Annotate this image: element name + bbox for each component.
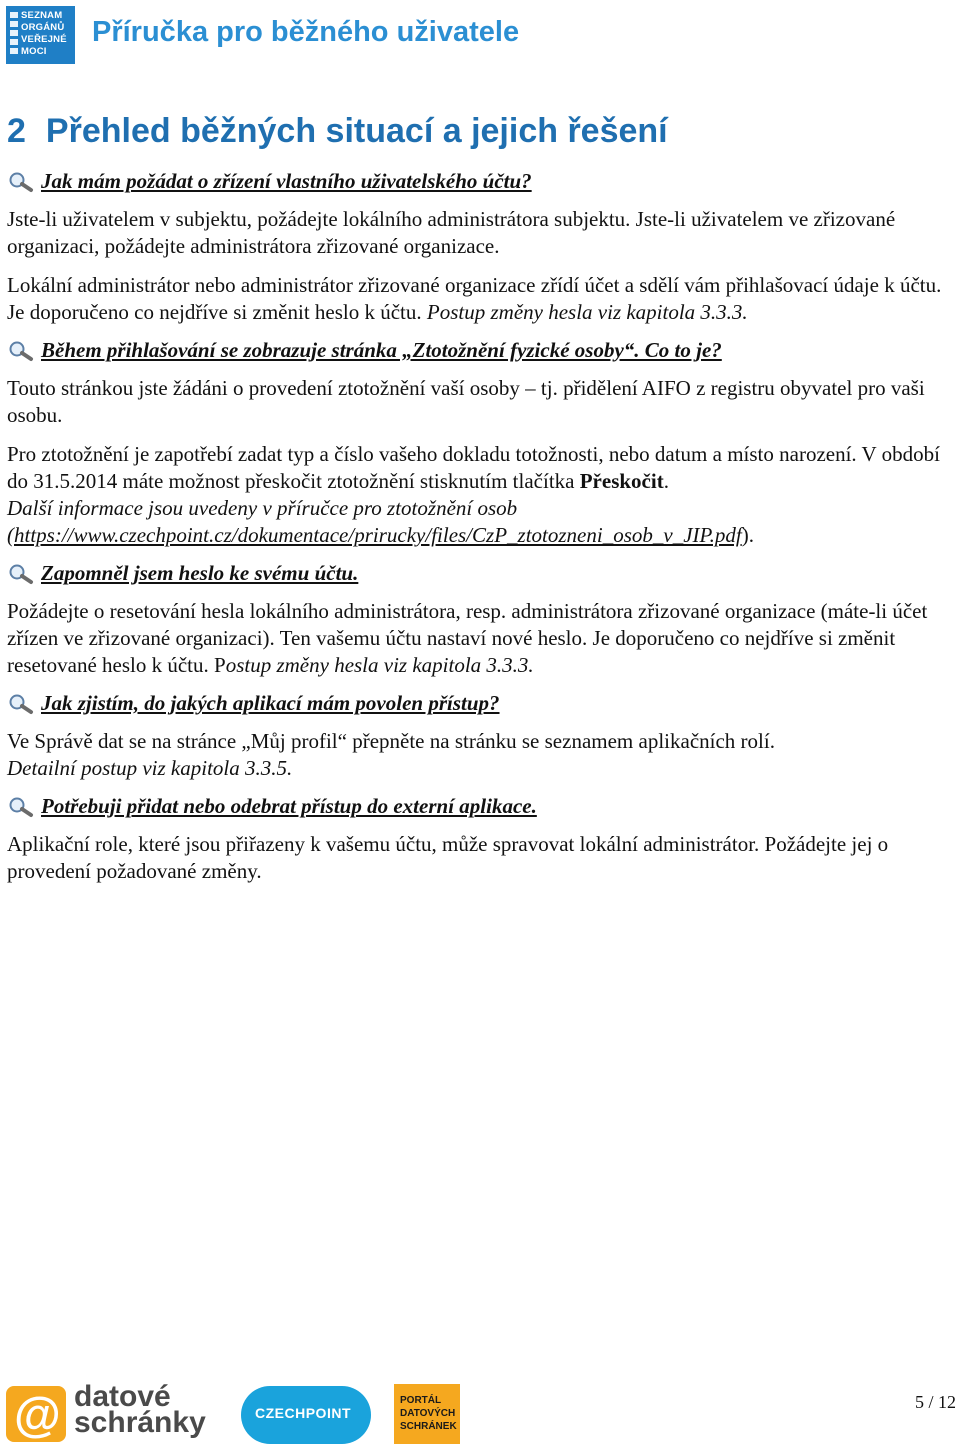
faq-question: [7, 561, 953, 586]
section-title: Přehled běžných situací a jejich řešení: [45, 112, 668, 150]
main-content: [7, 112, 953, 897]
datove-schranky-logo: [6, 1380, 216, 1446]
skip-button-label: Přeskočit: [579, 469, 664, 493]
faq-answer: [7, 272, 953, 326]
magnifier-icon: [7, 171, 35, 193]
faq-answer: [7, 441, 953, 549]
faq-question-link[interactable]: Potřebuji přidat nebo odebrat přístup do externí aplikace.: [41, 794, 537, 818]
faq-question: [7, 169, 953, 194]
logo-line1: datové: [74, 1380, 171, 1413]
faq-question-link[interactable]: Jak zjistím, do jakých aplikací mám povolen přístup?: [41, 691, 500, 715]
link-open-paren: (: [7, 523, 14, 547]
page-number: 5 / 12: [914, 1392, 956, 1412]
guide-pdf-link[interactable]: https://www.czechpoint.cz/dokumentace/prirucky/files/CzP_ztotozneni_osob_v_JIP.pdf: [14, 523, 742, 547]
answer-text: Pro ztotožnění je zapotřebí zadat typ a číslo vašeho dokladu totožnosti, nebo datum a místo narození. V období do 31.5.2014 máte možnost přeskočit ztotožnění stisknutím tlačítka: [7, 442, 940, 493]
faq-question: [7, 691, 953, 716]
link-close-paren: ).: [741, 523, 754, 547]
faq-answer: Touto stránkou jste žádáni o provedení ztotožnění vaší osoby – tj. přidělení AIFO z registru obyvatel pro vaši osobu.: [7, 376, 925, 427]
logo-text: SEZNAM ORGÁNŮ VEŘEJNÉ MOCI: [21, 10, 67, 57]
at-sign-icon: [6, 1386, 66, 1442]
answer-text: Ve Správě dat se na stránce „Můj profil“ přepněte na stránku se seznamem aplikačních rolí.: [7, 729, 775, 753]
faq-question-link[interactable]: Zapomněl jsem heslo ke svému účtu.: [41, 561, 359, 585]
section-heading: [7, 112, 953, 151]
page-header: [6, 6, 946, 64]
czechpoint-logo: [241, 1386, 371, 1444]
magnifier-icon: [7, 340, 35, 362]
logo-line2: schránky: [74, 1406, 206, 1439]
document-title: Příručka pro běžného uživatele: [92, 16, 520, 48]
datove-schranky-text: [74, 1380, 206, 1439]
faq-answer: Jste-li uživatelem v subjektu, požádejte lokálního administrátora subjektu. Jste-li uživatelem ve zřizované organizaci, požádejte administrátora zřizované organizace.: [7, 207, 896, 258]
answer-text: Lokální administrátor nebo administrátor zřizované organizace zřídí účet a sdělí vám přihlašovací údaje k účtu. Je doporučeno co nejdříve si změnit heslo k účtu.: [7, 273, 942, 324]
faq-question: [7, 794, 953, 819]
faq-question-link[interactable]: Jak mám požádat o zřízení vlastního uživatelského účtu?: [41, 169, 532, 193]
answer-text-end: .: [663, 469, 669, 493]
magnifier-icon: [7, 563, 35, 585]
chapter-reference: Postup změny hesla viz kapitola 3.3.3.: [426, 300, 748, 324]
chapter-reference: Detailní postup viz kapitola 3.3.5.: [7, 756, 293, 780]
faq-answer: [7, 598, 953, 679]
faq-question: [7, 338, 953, 363]
magnifier-icon: [7, 693, 35, 715]
seznam-ovm-logo: [6, 6, 75, 64]
portal-datovych-schranek-logo: [394, 1384, 460, 1444]
guide-reference: Další informace jsou uvedeny v příručce pro ztotožnění osob: [7, 496, 518, 520]
czechpoint-text: CZECHPOINT: [255, 1405, 351, 1421]
faq-answer: [7, 728, 953, 782]
answer-text: Požádejte o resetování hesla lokálního administrátora, resp. administrátora zřizované organizace (máte-li účet zřízen ve zřizované organizaci). Ten vašemu účtu nastaví nové heslo. Je doporučeno co nejdříve si změnit resetované heslo k účtu. P: [7, 599, 928, 677]
faq-answer: Aplikační role, které jsou přiřazeny k vašemu účtu, může spravovat lokální administrátor. Požádejte jej o provedení požadované změny.: [7, 832, 889, 883]
magnifier-icon: [7, 796, 35, 818]
faq-question-link[interactable]: Během přihlašování se zobrazuje stránka „Ztotožnění fyzické osoby“. Co to je?: [41, 338, 722, 362]
portal-text: PORTÁL DATOVÝCH SCHRÁNEK: [400, 1395, 457, 1432]
chapter-reference: ostup změny hesla viz kapitola 3.3.3.: [225, 653, 534, 677]
at-symbol: @: [14, 1389, 61, 1442]
section-number: 2: [7, 112, 26, 150]
logo-stripes: [10, 12, 18, 58]
page-footer: [6, 1382, 956, 1446]
